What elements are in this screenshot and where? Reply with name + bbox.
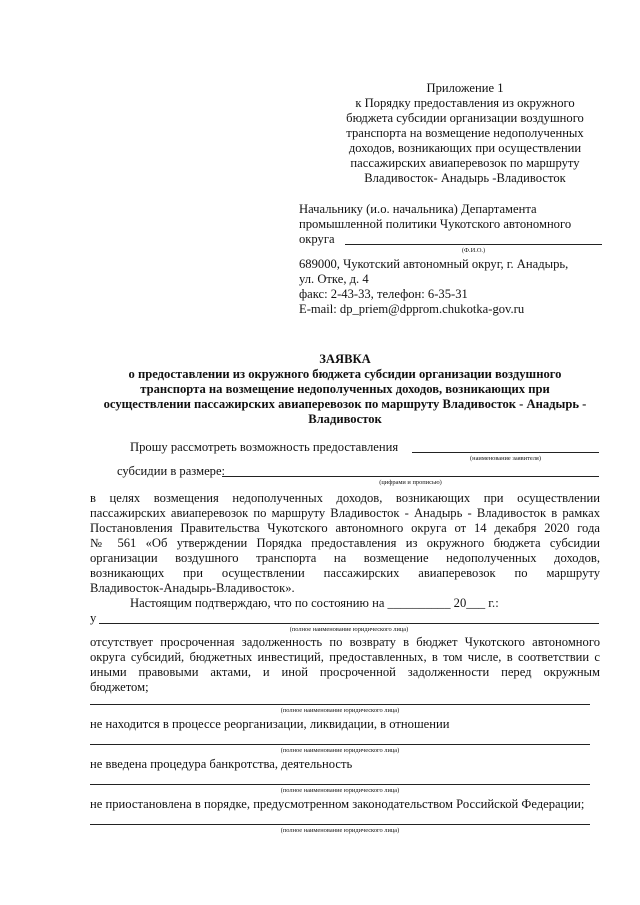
appendix-line: бюджета субсидии организации воздушного bbox=[346, 111, 584, 125]
title-line: транспорта на возмещение недополученных доходов, возникающих при bbox=[140, 382, 550, 396]
applicant-underline[interactable] bbox=[412, 452, 599, 453]
org-caption: (полное наименование юридического лица) bbox=[280, 707, 400, 714]
debt-line: отсутствует просроченная задолженность по возврату в бюджет Чукотского автономного bbox=[90, 635, 600, 649]
org-underline[interactable] bbox=[99, 623, 599, 624]
org-caption: (полное наименование юридического лица) bbox=[280, 747, 400, 754]
amount-text: субсидии в размере: bbox=[117, 464, 226, 478]
appendix-line: пассажирских авиаперевозок по маршруту bbox=[350, 156, 580, 170]
purpose-line: организации воздушного транспорта на возмещение недополученных доходов, bbox=[90, 551, 600, 565]
appendix-line: Владивосток- Анадырь -Владивосток bbox=[364, 171, 566, 185]
debt-line: иными правовыми актами, и иной просроченной задолженности перед окружным bbox=[90, 665, 600, 679]
debt-line-last: бюджетом; bbox=[90, 680, 149, 694]
org-caption: (полное наименование юридического лица) bbox=[289, 626, 409, 633]
suspend-text: не приостановлена в порядке, предусмотренном законодательством Российской Федерации; bbox=[90, 797, 585, 811]
amount-caption: (цифрами и прописью) bbox=[379, 479, 442, 486]
purpose-line: № 561 «Об утверждении Порядка предоставления из окружного бюджета субсидии bbox=[90, 536, 600, 550]
bankrupt-text: не введена процедура банкротства, деятельность bbox=[90, 757, 353, 771]
appendix-line: доходов, возникающих при осуществлении bbox=[348, 141, 582, 155]
debt-line: округа субсидий, бюджетных инвестиций, предоставленных, в том числе, в соответствии с bbox=[90, 650, 600, 664]
org-underline[interactable] bbox=[90, 704, 590, 705]
purpose-line: возникающих при осуществлении пассажирских авиаперевозок по маршруту bbox=[90, 566, 600, 580]
org-underline[interactable] bbox=[90, 744, 590, 745]
fio-underline[interactable] bbox=[345, 244, 602, 245]
appendix-line: Приложение 1 bbox=[426, 81, 504, 95]
request-text: Прошу рассмотреть возможность предоставления bbox=[130, 440, 399, 454]
title-heading: ЗАЯВКА bbox=[319, 352, 371, 366]
org-caption: (полное наименование юридического лица) bbox=[280, 787, 400, 794]
address-line: ул. Отке, д. 4 bbox=[299, 272, 369, 286]
addressee-line: Начальнику (и.о. начальника) Департамента bbox=[299, 202, 537, 216]
purpose-line: в целях возмещения недополученных доходов, возникающих при осуществлении bbox=[90, 491, 600, 505]
reorg-text: не находится в процессе реорганизации, ликвидации, в отношении bbox=[90, 717, 450, 731]
phone-line: факс: 2-43-33, телефон: 6-35-31 bbox=[299, 287, 468, 301]
appendix-line: транспорта на возмещение недополученных bbox=[346, 126, 584, 140]
org-caption: (полное наименование юридического лица) bbox=[280, 827, 400, 834]
fio-caption: (Ф.И.О.) bbox=[461, 247, 486, 254]
title-line: Владивосток bbox=[308, 412, 382, 426]
purpose-line: пассажирских авиаперевозок по маршруту Владивосток - Анадырь - Владивосток в рамках bbox=[90, 506, 600, 520]
title-line: осуществлении пассажирских авиаперевозок по маршруту Владивосток - Анадырь - bbox=[103, 397, 587, 411]
org-underline[interactable] bbox=[90, 824, 590, 825]
addressee-okrug: округа bbox=[299, 232, 335, 246]
confirmation-text: Настоящим подтверждаю, что по состоянию на __________ 20___ г.: bbox=[130, 596, 499, 610]
purpose-line-last: Владивосток-Анадырь-Владивосток». bbox=[90, 581, 295, 595]
email-line: E-mail: dp_priem@dpprom.chukotka-gov.ru bbox=[299, 302, 525, 316]
address-line: 689000, Чукотский автономный округ, г. Анадырь, bbox=[299, 257, 569, 271]
addressee-line: промышленной политики Чукотского автономного bbox=[299, 217, 572, 231]
amount-underline[interactable] bbox=[222, 476, 599, 477]
appendix-line: к Порядку предоставления из окружного bbox=[355, 96, 575, 110]
purpose-line: Постановления Правительства Чукотского автономного округа от 14 декабря 2020 года bbox=[90, 521, 600, 535]
org-underline[interactable] bbox=[90, 784, 590, 785]
u-label: у bbox=[90, 611, 97, 625]
applicant-caption: (наименование заявителя) bbox=[470, 455, 541, 462]
title-line: о предоставлении из окружного бюджета субсидии организации воздушного bbox=[128, 367, 562, 381]
